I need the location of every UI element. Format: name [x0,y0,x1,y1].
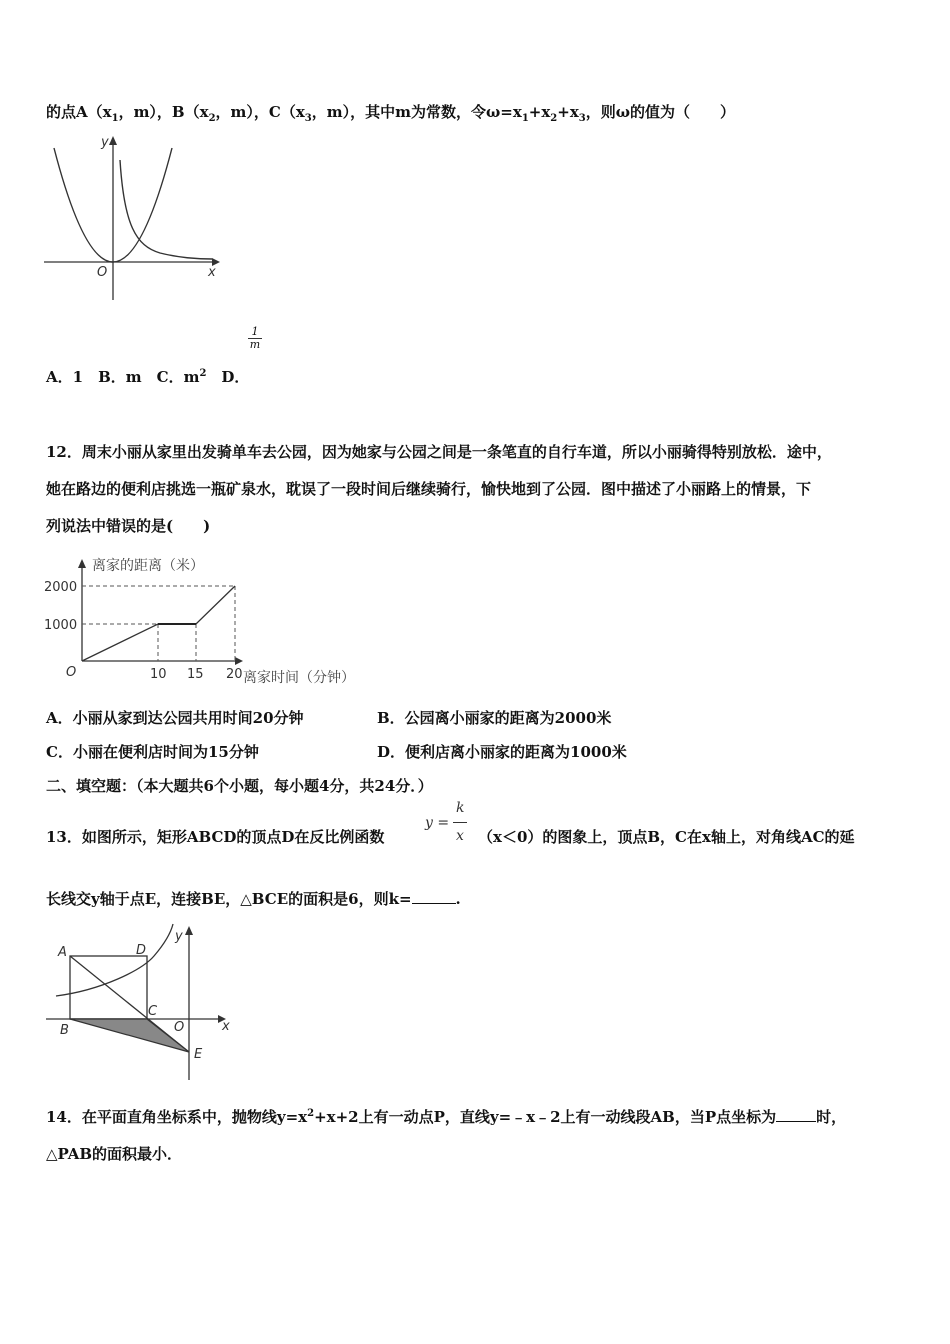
q13-label-y: y [175,929,183,944]
q12-x-arrow [235,657,243,665]
q11-x-label: x [208,265,216,280]
q12-tick-2000: 2000 [44,580,78,595]
q11-origin-label: O [97,265,108,280]
q14-line-1: 14．在平面直角坐标系中，抛物线$y=x^2+x+2$上有一动点P，直线y=﹣x﹣2上有一动线段AB，当P点坐标为 时， [46,1108,847,1126]
q12-line-1: 12．周末小丽从家里出发骑单车去公园，因为她家与公园之间是一条笔直的自行车道，所以小丽骑得特别放松．途中， [46,443,832,461]
q12-y-arrow [78,559,86,568]
q12-line-2: 她在路边的便利店挑选一瓶矿泉水，耽误了一段时间后继续骑行，愉快地到了公园．图中描述了小丽路上的情景，下 [46,480,812,498]
q12-graph [40,548,380,693]
q11-hyperbola [120,160,212,259]
q13-shaded-triangle-bce [70,1019,189,1052]
q13-label-e: E [194,1047,203,1062]
q12-origin: O [66,665,77,680]
q13-answer-blank[interactable] [412,903,456,904]
q14-line-2: △PAB的面积最小． [46,1145,183,1163]
section-2-heading: 二、填空题：（本大题共6个小题，每小题4分，共24分．） [46,777,433,795]
q13-y-arrow [185,926,193,935]
q13-line-1b: （x＜0）的图象上，顶点B，C在x轴上，对角线AC的延 [478,828,855,846]
q12-line-3: 列说法中错误的是( ) [46,517,211,535]
q13-label-c: C [148,1004,158,1019]
q12-option-a: A．小丽从家到达公园共用时间20分钟 [46,709,304,727]
q12-tick-15: 15 [187,667,204,682]
q12-tick-20: 20 [226,667,243,682]
q12-xlabel: 离家时间（分钟） [243,670,355,686]
q13-line-1a: 13．如图所示，矩形ABCD的顶点D在反比例函数 [46,828,385,846]
q11-options: A．1 B．m C．$m^2$ D． [46,368,250,386]
q13-label-o: O [174,1020,185,1035]
q12-tick-1000: 1000 [44,618,78,633]
q13-label-a: A [58,945,67,960]
q11-y-label: y [101,135,109,150]
q12-tick-10: 10 [150,667,167,682]
q12-option-d: D．便利店离小丽家的距离为1000米 [377,743,627,761]
q13-formula: y = k x [423,800,471,848]
q13-label-d: D [136,943,147,958]
q11-y-arrow [109,136,117,145]
q14-answer-blank[interactable] [776,1121,816,1122]
q13-graph [42,920,242,1085]
q12-ylabel: 离家的距离（米） [92,558,204,574]
q13-label-b: B [60,1023,69,1038]
q13-line-2: 长线交y轴于点E，连接BE，△BCE的面积是6，则k= . [46,890,461,908]
q13-hyperbola [56,924,173,996]
q12-option-b: B．公园离小丽家的距离为2000米 [377,709,612,727]
q11-option-d-fraction: $\frac{1}{m}$ [249,325,261,351]
q12-option-c: C．小丽在便利店时间为15分钟 [46,743,259,761]
q13-label-x: x [222,1019,230,1034]
q11-stem: 的点$A(x_1$，m），$B(x_2$，m），$C(x_3$，m），其中m为常数，令$\omega=x_1+x_2+x_3$，则ω的值为（ ） [46,103,736,124]
q11-graph [40,130,230,305]
